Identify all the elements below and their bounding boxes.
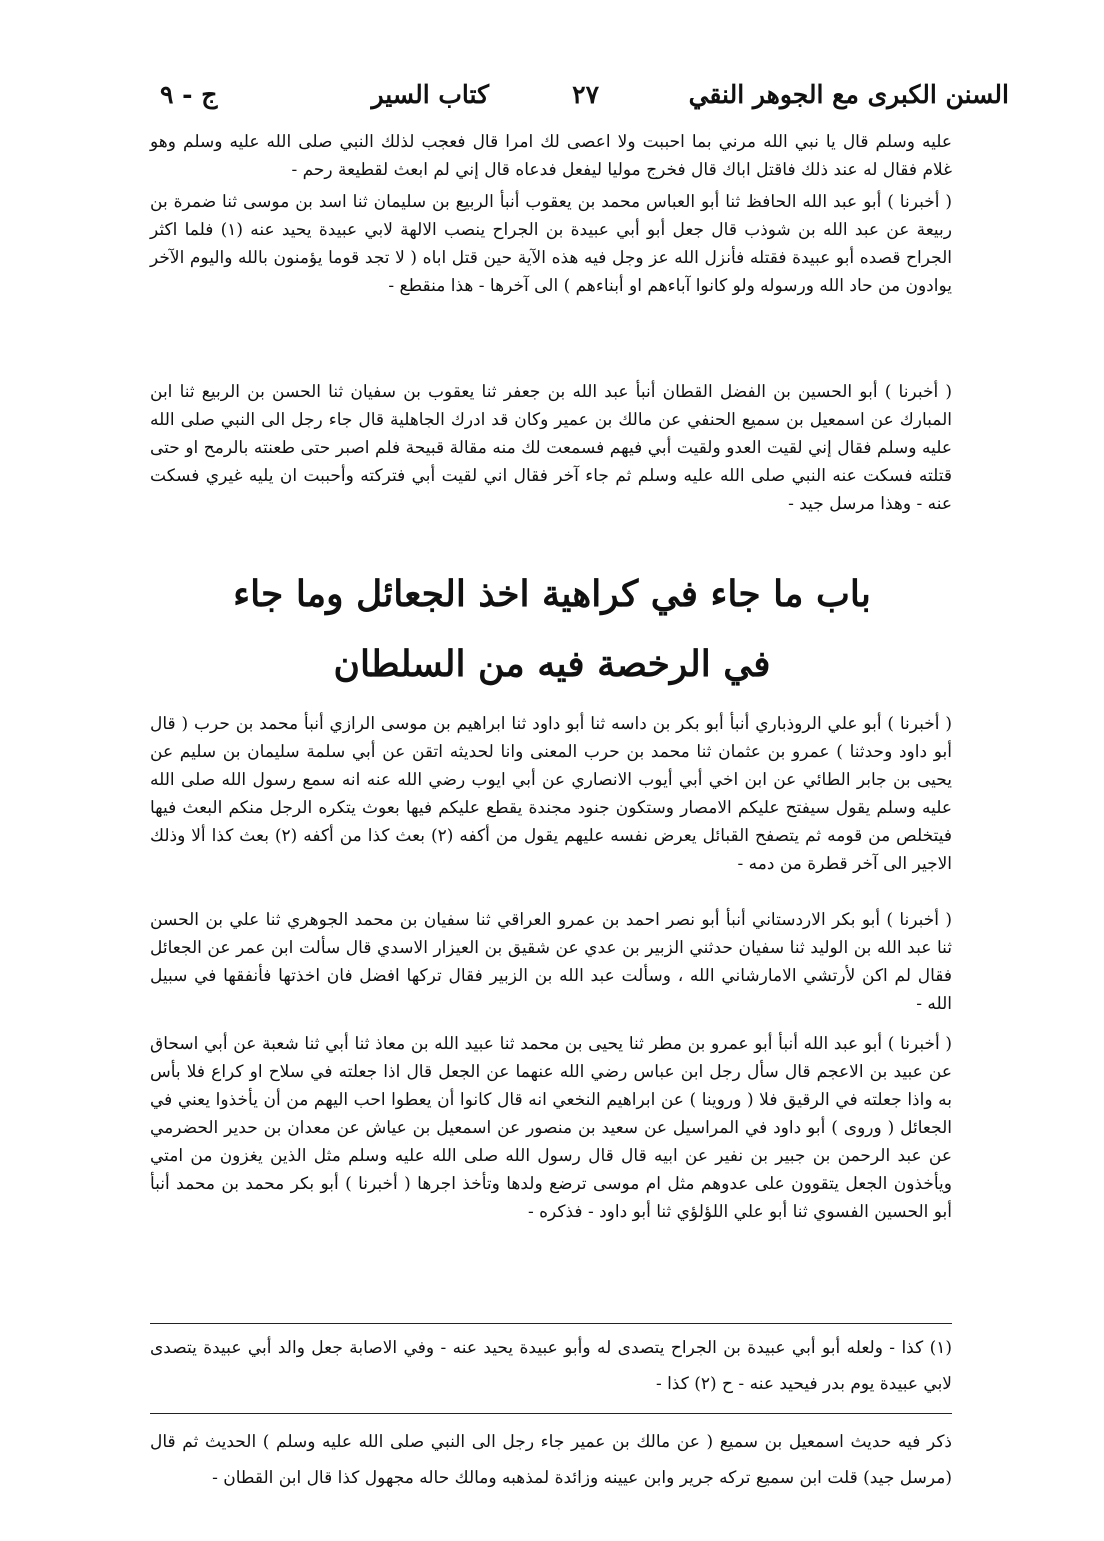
chapter-heading-line-2: في الرخصة فيه من السلطان bbox=[333, 643, 771, 685]
footnote: (١) كذا - ولعله أبو أبي عبيدة بن الجراح يتصدى له وأبو عبيدة يحيد عنه - وفي الاصابة جعل والد أبي عبيدة يتصدى لابي عبيدة يوم بدر فيحيد عنه - ح (٢) كذا - bbox=[150, 1338, 952, 1394]
main-text-2 bbox=[150, 710, 952, 1330]
header-chapter: كتاب السير bbox=[371, 80, 489, 109]
paragraph: ( أخبرنا ) أبو علي الروذباري أنبأ أبو بكر بن داسه ثنا أبو داود ثنا ابراهيم بن موسى الرازي أنبأ محمد بن حرب ( قال أبو داود وحدثنا ) عمرو بن عثمان ثنا محمد بن حرب المعنى وانا لحديثه اتقن عن أبي سلمة سليمان بن سليم عن يحيى بن جابر الطائي عن ابن اخي أبي أيوب الانصاري عن أبي ايوب رضي الله عنه انه سمع رسول الله صلى الله عليه وسلم يقول سيفتح عليكم الامصار وستكون جنود مجندة يقطع عليكم فيها بعوث يتكره الرجل منكم البعث فيها فيتخلص من قومه ثم يتصفح القبائل يعرض نفسه عليهم يقول من أكفه (٢) بعث كذا من أكفه (٢) بعث كذا ألا وذلك الاجير الى آخر قطرة من دمه - bbox=[150, 714, 952, 874]
main-text bbox=[150, 128, 952, 548]
chapter-heading-line-1: باب ما جاء في كراهية اخذ الجعائل وما جاء bbox=[233, 573, 871, 615]
header-page-number: ٢٧ bbox=[572, 80, 599, 109]
paragraph: عليه وسلم قال يا نبي الله مرني بما احببت ولا اعصى لك امرا قال فعجب لذلك النبي صلى الله عليه وسلم وهو غلام فقال له عند ذلك فاقتل اباك قال فخرج موليا ليفعل فدعاه قال إني لم ابعث لقطيعة رحم - bbox=[150, 132, 952, 180]
commentary-note: ذكر فيه حديث اسمعيل بن سميع ( عن مالك بن عمير جاء رجل الى النبي صلى الله عليه وسلم ) الحديث ثم قال (مرسل جيد) قلت ابن سميع تركه جرير وابن عيينه وزائدة لمذهبه ومالك حاله مجهول كذا قال ابن القطان - bbox=[150, 1432, 952, 1488]
paragraph: ( أخبرنا ) أبو عبد الله أنبأ أبو عمرو بن مطر ثنا يحيى بن محمد ثنا عبيد الله بن معاذ ثنا أبي ثنا شعبة عن أبي اسحاق عن عبيد بن الاعجم قال سأل رجل ابن عباس رضي الله عنهما عن الجعل قال اذا جعلته في سلاح او كراع فلا بأس به واذا جعلته في الرقيق فلا ( وروينا ) عن ابراهيم النخعي انه قال كانوا أن يعطوا احب اليهم من أن يأخذوا يعني في الجعائل ( وروى ) أبو داود في المراسيل عن سعيد بن منصور عن اسمعيل بن عياش عن معدان بن حدير الحضرمي عن عبد الرحمن بن جبير بن نفير عن ابيه قال قال رسول الله صلى الله عليه وسلم مثل الذين يغزون من امتي ويأخذون الجعل يتقوون على عدوهم مثل ام موسى ترضع ولدها وتأخذ اجرها ( أخبرنا ) أبو بكر محمد بن محمد أنبأ أبو الحسين الفسوي ثنا أبو علي اللؤلؤي ثنا أبو داود - فذكره - bbox=[150, 1034, 952, 1222]
footnote-divider bbox=[150, 1323, 952, 1324]
paragraph: ( أخبرنا ) أبو بكر الاردستاني أنبأ أبو نصر احمد بن عمرو العراقي ثنا سفيان بن محمد الجوهري ثنا علي بن الحسن ثنا عبد الله بن الوليد ثنا سفيان حدثني الزبير بن عدي عن شقيق بن العيزار الاسدي قال سألت ابن عمر عن الجعائل فقال لم اكن لأرتشي الامارشاني الله ، وسألت عبد الله بن الزبير فقال تركها افضل فان اخذتها فأنفقها في سبيل الله - bbox=[150, 910, 952, 1014]
running-header bbox=[160, 80, 1009, 120]
paragraph: ( أخبرنا ) أبو عبد الله الحافظ ثنا أبو العباس محمد بن يعقوب أنبأ الربيع بن سليمان ثنا اسد بن موسى ثنا ضمرة بن ربيعة عن عبد الله بن شوذب قال جعل أبو أبي عبيدة بن الجراح ينصب الالهة لابي عبيدة يحيد عنه (١) فلما اكثر الجراح قصده أبو عبيدة فقتله فأنزل الله عز وجل فيه هذه الآية حين قتل اباه ( لا تجد قوما يؤمنون بالله واليوم الآخر يوادون من حاد الله ورسوله ولو كانوا آباءهم او أبناءهم ) الى آخرها - هذا منقطع - bbox=[150, 192, 952, 296]
header-book-title: السنن الكبرى مع الجوهر النقي bbox=[688, 80, 1009, 109]
header-volume: ج - ٩ bbox=[160, 80, 218, 109]
commentary-divider bbox=[150, 1413, 952, 1414]
paragraph: ( أخبرنا ) أبو الحسين بن الفضل القطان أنبأ عبد الله بن جعفر ثنا يعقوب بن سفيان ثنا الحسن بن الربيع ثنا ابن المبارك عن اسمعيل بن سميع الحنفي عن مالك بن عمير وكان قد ادرك الجاهلية قال جاء رجل الى النبي صلى الله عليه وسلم فقال إني لقيت العدو ولقيت أبي فيهم فسمعت لك منه مقالة قبيحة فلم اصبر حتى طعنته بالرمح او حتى قتلته فسكت عنه النبي صلى الله عليه وسلم ثم جاء آخر فقال اني لقيت أبي فتركته وأحببت ان يليه غيري فسكت عنه - وهذا مرسل جيد - bbox=[150, 382, 952, 514]
